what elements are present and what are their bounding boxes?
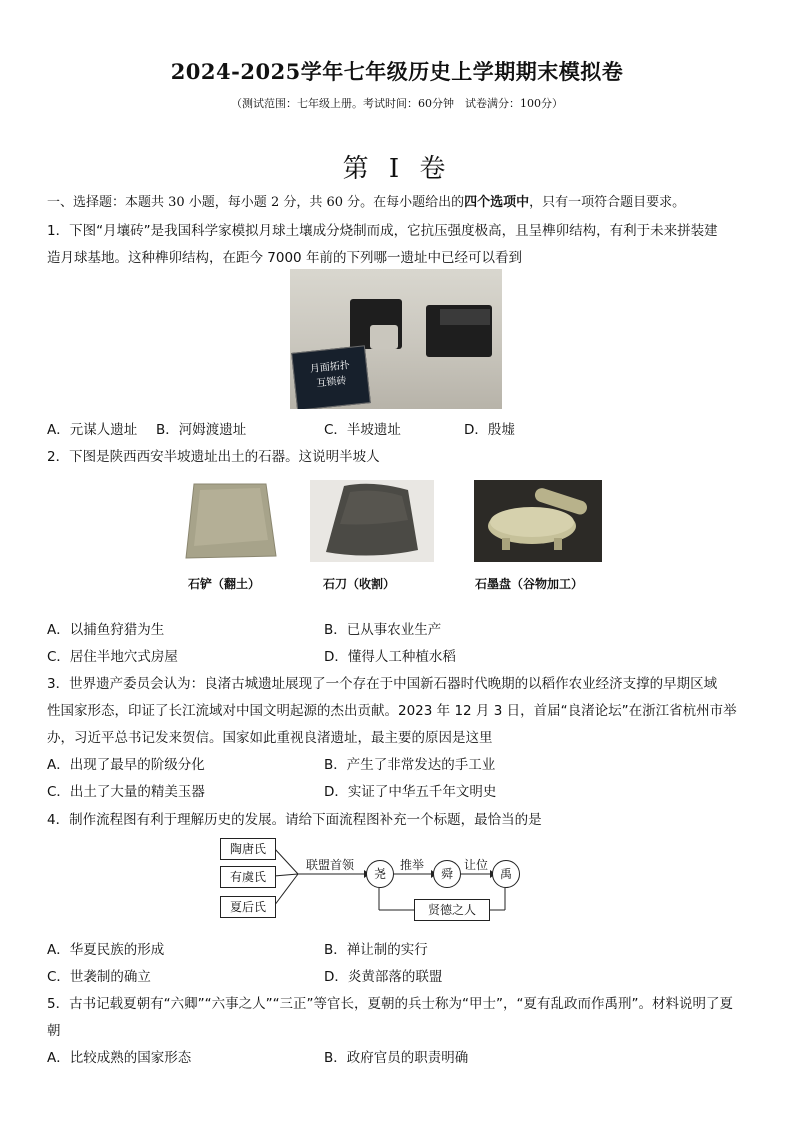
q3-option-a: A．出现了最早的阶级分化 (47, 757, 205, 773)
section-instructions-emphasis: 四个选项中 (464, 195, 530, 210)
placard-line-2: 互锁砖 (315, 375, 347, 390)
tribe-taotang: 陶唐氏 (220, 838, 276, 860)
q5-stem-line-2: 朝 (47, 1023, 61, 1039)
q4-option-a: A．华夏民族的形成 (47, 942, 165, 958)
q1-option-d: D．殷墟 (464, 422, 515, 438)
ruler-yao: 尧 (366, 860, 394, 888)
q2-option-a: A．以捕鱼狩猎为生 (47, 622, 165, 638)
q5-option-a: A．比较成熟的国家形态 (47, 1050, 192, 1066)
volume-heading: 第 I 卷 (342, 154, 452, 184)
section-instructions-part-c: ，只有一项符合题目要求。 (529, 195, 686, 210)
tribe-youyu: 有虞氏 (220, 866, 276, 888)
caption-grinding-stone: 石墨盘（谷物加工） (475, 577, 584, 591)
brick-highlight (440, 309, 490, 325)
q4-option-c: C．世袭制的确立 (47, 969, 151, 985)
q5-stem-line-1: 5．古书记载夏朝有“六卿”“六事之人”“三正”等官长，夏朝的兵士称为“甲士”，“夏有乱政而作禹刑”。材料说明了夏 (47, 996, 734, 1012)
q4-option-d: D．炎黄部落的联盟 (324, 969, 443, 985)
section-instructions (47, 191, 685, 210)
caption-stone-knife: 石刀（收割） (323, 577, 396, 591)
brick-notch (370, 325, 398, 349)
placard-line-1: 月面拓扑 (309, 359, 351, 376)
grinding-stone-image (474, 480, 602, 562)
q3-stem-line-3: 办，习近平总书记发来贺信。国家如此重视良渚遗址，最主要的原因是这里 (47, 730, 493, 746)
label-recommend: 推举 (400, 858, 425, 872)
q2-stem: 2．下图是陕西西安半坡遗址出土的石器。这说明半坡人 (47, 449, 380, 465)
label-abdicate: 让位 (464, 858, 489, 872)
stone-shovel-image (180, 480, 280, 562)
q3-option-c: C．出土了大量的精美玉器 (47, 784, 205, 800)
ruler-shun: 舜 (433, 860, 461, 888)
caption-stone-shovel: 石铲（翻土） (188, 577, 261, 591)
q3-option-d: D．实证了中华五千年文明史 (324, 784, 497, 800)
q4-stem: 4．制作流程图有利于理解历史的发展。请给下面流程图补充一个标题，最恰当的是 (47, 812, 542, 828)
section-instructions-part-a: 一、选择题：本题共 30 小题，每小题 2 分，共 60 分。在每小题给出的 (47, 195, 465, 210)
q3-stem-line-1: 3．世界遗产委员会认为：良渚古城遗址展现了一个存在于中国新石器时代晚期的以稻作农业经济支撑的早期区域 (47, 676, 718, 692)
stone-knife-image (310, 480, 434, 562)
paper-subtitle: （测试范围：七年级上册。考试时间：60分钟 试卷满分：100分） (231, 97, 563, 110)
q1-option-a: A．元谋人遗址 (47, 422, 138, 438)
tribe-xiahou: 夏后氏 (220, 896, 276, 918)
q2-option-c: C．居住半地穴式房屋 (47, 649, 178, 665)
q1-stem-line-2: 造月球基地。这种榫卯结构，在距今 7000 年前的下列哪一遗址中已经可以看到 (47, 250, 522, 266)
paper-title: 2024-2025学年七年级历史上学期期末模拟卷 (170, 59, 624, 84)
label-alliance-leader: 联盟首领 (306, 858, 355, 872)
virtuous-person-box: 贤德之人 (414, 899, 490, 921)
q3-option-b: B．产生了非常发达的手工业 (324, 757, 496, 773)
q1-option-c: C．半坡遗址 (324, 422, 401, 438)
q1-stem-line-1: 1．下图“月壤砖”是我国科学家模拟月球土壤成分烧制而成，它抗压强度极高，且呈榫卯结构，有利于未来拼装建 (47, 223, 718, 239)
q2-option-d: D．懂得人工种植水稻 (324, 649, 456, 665)
q5-option-b: B．政府官员的职责明确 (324, 1050, 469, 1066)
q2-option-b: B．已从事农业生产 (324, 622, 442, 638)
q1-option-b: B．河姆渡遗址 (156, 422, 247, 438)
q4-flow-chart (218, 836, 528, 928)
q1-moon-brick-photo (290, 269, 502, 409)
q3-stem-line-2: 性国家形态，印证了长江流域对中国文明起源的杰出贡献。2023 年 12 月 3 日，首届“良渚论坛”在浙江省杭州市举 (47, 703, 737, 719)
exhibit-placard (291, 345, 371, 409)
q4-option-b: B．禅让制的实行 (324, 942, 428, 958)
ruler-yu: 禹 (492, 860, 520, 888)
